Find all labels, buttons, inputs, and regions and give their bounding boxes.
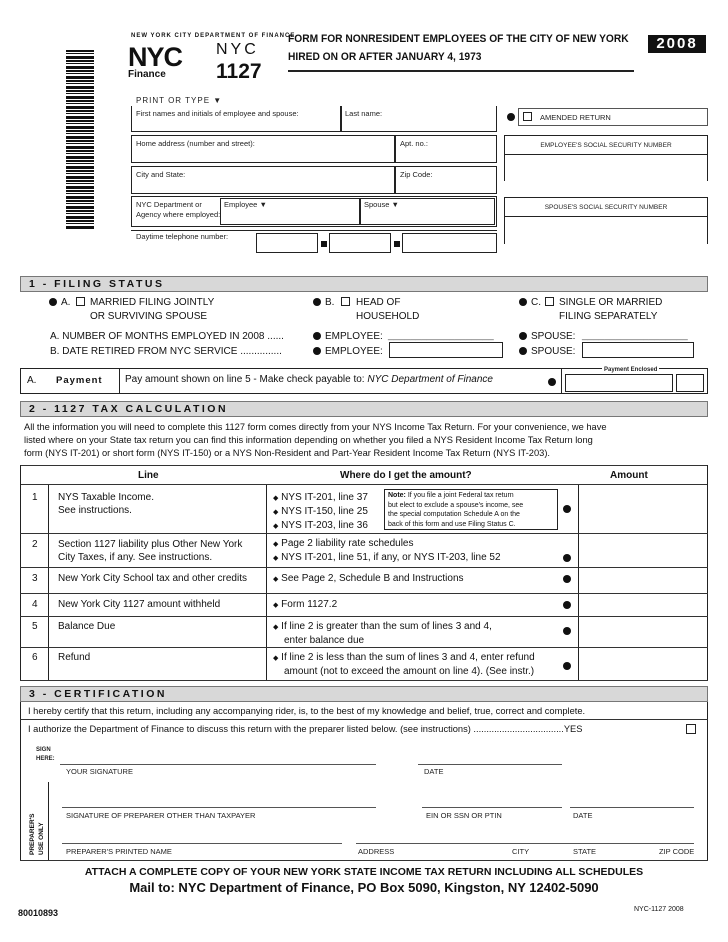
col-line: Line (138, 470, 159, 481)
employee-ssn-box (504, 135, 708, 181)
payment-letter: A. (27, 375, 37, 386)
printed-name-line[interactable] (62, 843, 342, 844)
line-4-number: 4 (32, 599, 38, 610)
retired-spouse-bullet (519, 347, 527, 355)
status-a-line2: OR SURVIVING SPOUSE (90, 311, 208, 322)
line-4-desc: New York City 1127 amount withheld (58, 599, 221, 610)
printed-name-label: PREPARER'S PRINTED NAME (66, 847, 172, 856)
status-c-letter: C. (531, 297, 541, 308)
calc-divider (20, 465, 21, 681)
employee-agency-label (224, 200, 267, 209)
months-employee-input[interactable]: ___________________ (388, 330, 494, 341)
cert-bottom (20, 860, 708, 861)
line-5-where-2: enter balance due (284, 635, 365, 646)
payment-instruction (125, 374, 493, 385)
line-6-where-1: If line 2 is less than the sum of lines 3 and 4, enter refund (281, 652, 535, 663)
filing-status-header (20, 276, 708, 292)
city-label: CITY (512, 847, 530, 856)
line-3-where-1: See Page 2, Schedule B and Instructions (281, 573, 464, 584)
calc-divider (266, 485, 267, 681)
address-label: ADDRESS (358, 847, 395, 856)
authorize-yes-checkbox[interactable] (686, 724, 696, 734)
note-box (384, 489, 558, 530)
line-1-amount-input[interactable] (579, 486, 707, 532)
line-2-desc-1: Section 1127 liability plus Other New York (58, 539, 243, 550)
preparers-text: PREPARER'S (29, 813, 36, 855)
city-state-label: City and State: (136, 170, 186, 179)
print-or-type (136, 96, 222, 105)
form-title-line2: HIRED ON OR AFTER JANUARY 4, 1973 (288, 51, 482, 63)
calc-bottom (20, 680, 708, 681)
employee-agency-text: Employee (224, 200, 258, 209)
line-4-where-1: Form 1127.2 (281, 599, 338, 610)
retired-employee-label: EMPLOYEE: (325, 346, 383, 357)
sign-label: SIGN (36, 747, 51, 753)
line-2-desc-2: City Taxes, if any. See instructions. (58, 552, 213, 563)
phone-area-field[interactable] (256, 233, 318, 253)
cert-left-border (20, 702, 21, 861)
date-line[interactable] (418, 764, 562, 765)
status-b-checkbox[interactable] (341, 297, 350, 306)
status-b-line1: HEAD OF (356, 297, 401, 308)
certification-title: 3 - CERTIFICATION (29, 688, 167, 700)
payment-divider (119, 368, 120, 394)
use-only-text: USE ONLY (38, 822, 45, 855)
agency-label-2: Agency where employed: (136, 210, 221, 219)
line-5-number: 5 (32, 621, 38, 632)
down-arrow-icon: ▼ (213, 96, 223, 105)
tax-year: 2008 (648, 35, 706, 53)
col-where: Where do I get the amount? (340, 470, 472, 481)
months-spouse-bullet (519, 332, 527, 340)
line-2-where (273, 537, 501, 565)
status-a-letter: A. (61, 297, 71, 308)
your-signature-label: YOUR SIGNATURE (66, 767, 133, 776)
apt-label: Apt. no.: (400, 139, 428, 148)
preparer-date-line[interactable] (570, 807, 694, 808)
nyc-logo (128, 44, 182, 80)
months-spouse-label: SPOUSE: (531, 331, 576, 342)
retired-employee-input[interactable] (389, 342, 503, 358)
mail-to: Mail to: NYC Department of Finance, PO Box 5090, Kingston, NY 12402-5090 (129, 880, 599, 895)
employee-ssn-input[interactable] (505, 154, 707, 181)
note-text: but elect to exclude a spouse's income, see (388, 501, 524, 509)
attach-instruction: ATTACH A COMPLETE COPY OF YOUR NEW YORK STATE INCOME TAX RETURN INCLUDING ALL SCHEDULES (84, 866, 644, 878)
agency-label-1: NYC Department or (136, 200, 202, 209)
state-label: STATE (573, 847, 597, 856)
diamond-icon: ◆ (273, 624, 279, 631)
calc-divider (707, 465, 708, 681)
line-2-desc (58, 538, 242, 564)
payment-cents-input[interactable] (676, 374, 704, 392)
form-number: 1127 (216, 60, 262, 83)
certify-divider (20, 719, 708, 720)
ein-label: EIN OR SSN OR PTIN (426, 811, 502, 820)
ein-line[interactable] (422, 807, 562, 808)
last-name-label: Last name: (345, 109, 383, 118)
date-label: DATE (424, 767, 444, 776)
line-4-amount-input[interactable] (579, 594, 707, 615)
line-6-amount-input[interactable] (579, 648, 707, 680)
payment-payee: NYC Department of Finance (367, 374, 493, 385)
line-1-where (273, 491, 368, 533)
line-2-number: 2 (32, 539, 38, 550)
down-arrow-icon: ▼ (259, 200, 267, 209)
status-a-line1: MARRIED FILING JOINTLY (90, 297, 215, 308)
months-spouse-input[interactable]: ___________________ (582, 330, 688, 341)
line-3-amount-input[interactable] (579, 568, 707, 592)
preparer-divider (48, 782, 49, 860)
form-title-line1: FORM FOR NONRESIDENT EMPLOYEES OF THE CITY OF NEW YORK (288, 33, 629, 45)
status-b-letter: B. (325, 297, 335, 308)
amended-checkbox-inner[interactable] (523, 112, 532, 121)
spouse-ssn-box (504, 197, 708, 244)
line-4-bullet (563, 601, 571, 609)
payment-text: Pay amount shown on line 5 - Make check payable to: (125, 374, 365, 385)
line-5-where-1: If line 2 is greater than the sum of lines 3 and 4, (281, 621, 492, 632)
diamond-icon: ◆ (273, 541, 279, 548)
line-3-desc: New York City School tax and other credits (58, 573, 247, 584)
line-5-bullet (563, 627, 571, 635)
preparer-side-label (28, 813, 46, 855)
preparer-signature-label: SIGNATURE OF PREPARER OTHER THAN TAXPAYER (66, 811, 256, 820)
form-nyc: NYC (216, 41, 259, 58)
status-a-checkbox[interactable] (76, 297, 85, 306)
note-text: back of this form and use Filing Status C. (388, 520, 516, 528)
calculation-title: 2 - 1127 TAX CALCULATION (29, 403, 229, 415)
status-c-line2: FILING SEPARATELY (559, 311, 658, 322)
line-6-number: 6 (32, 652, 38, 663)
calc-divider (48, 485, 49, 681)
spouse-agency-label (364, 200, 399, 209)
calculation-intro (24, 421, 607, 460)
line-6-desc: Refund (58, 652, 91, 663)
separator-square (394, 241, 400, 247)
barcode (66, 50, 94, 230)
line-3-bullet (563, 575, 571, 583)
phone-exchange-field[interactable] (329, 233, 391, 253)
line-6-where (273, 651, 535, 678)
certification-header (20, 686, 708, 702)
line-1-desc (58, 491, 154, 517)
print-or-type-text: PRINT OR TYPE (136, 96, 211, 105)
filing-status-title: 1 - FILING STATUS (29, 278, 165, 290)
phone-top-line (131, 230, 497, 231)
payment-dollars-input[interactable] (565, 374, 673, 392)
preparer-signature-line[interactable] (62, 807, 376, 808)
home-address-label: Home address (number and street): (136, 139, 255, 148)
line-6-bullet (563, 662, 571, 670)
payment-label: Payment (56, 375, 103, 386)
diamond-icon: ◆ (273, 576, 279, 583)
intro-line: form (NYS IT-201) or short form (NYS IT-150) or a NYS Non-Resident and Part-Year Resident Income Tax Return (NYS IT-203). (24, 448, 550, 458)
note-label: Note: (388, 492, 406, 499)
here-label: HERE: (36, 756, 55, 762)
your-signature-line[interactable] (60, 764, 376, 765)
diamond-icon: ◆ (273, 523, 279, 530)
retired-spouse-label: SPOUSE: (531, 346, 576, 357)
intro-line: listed where on your State tax return you can find this information depending on whether you filed a NYS Resident Income Tax Return long (24, 435, 593, 445)
line-1-where-2: NYS IT-150, line 25 (281, 506, 368, 517)
line-3-where (273, 573, 464, 584)
line-1-number: 1 (32, 492, 38, 503)
retired-employee-bullet (313, 347, 321, 355)
status-c-bullet (519, 298, 527, 306)
line-2-where-2: NYS IT-201, line 51, if any, or NYS IT-203, line 52 (281, 552, 501, 563)
form-code: 80010893 (18, 908, 59, 918)
retired-spouse-input[interactable] (582, 342, 694, 358)
line-1-desc-2: See instructions. (58, 505, 132, 516)
zip-label: Zip Code: (400, 170, 433, 179)
line-5-desc: Balance Due (58, 621, 116, 632)
employee-ssn-label: EMPLOYEE'S SOCIAL SECURITY NUMBER (540, 142, 672, 149)
payment-enclosed-label: Payment Enclosed (604, 367, 658, 373)
amended-bullet (507, 113, 515, 121)
col-amount: Amount (610, 470, 648, 481)
months-employee-label: EMPLOYEE: (325, 331, 383, 342)
phone-number-field[interactable] (402, 233, 497, 253)
note-text: the special computation Schedule A on the (388, 511, 520, 518)
calculation-header (20, 401, 708, 417)
status-c-checkbox[interactable] (545, 297, 554, 306)
zip-code-label: ZIP CODE (659, 847, 695, 856)
line-2-where-1: Page 2 liability rate schedules (281, 538, 414, 549)
certify-text: I hereby certify that this return, including any accompanying rider, is, to the best of my knowledge and belief, true, correct and complete. (28, 706, 586, 716)
intro-line: All the information you will need to complete this 1127 form comes directly from your NYS Income Tax Return. For your convenience, we have (24, 422, 607, 432)
spouse-ssn-label: SPOUSE'S SOCIAL SECURITY NUMBER (544, 204, 668, 211)
down-arrow-icon: ▼ (391, 200, 399, 209)
diamond-icon: ◆ (273, 655, 279, 662)
line-5-amount-input[interactable] (579, 617, 707, 646)
line-1-bullet (563, 505, 571, 513)
finance-label: Finance (128, 69, 166, 80)
phone-label: Daytime telephone number: (136, 232, 229, 241)
line-2-bullet (563, 554, 571, 562)
line-1-where-1: NYS IT-201, line 37 (281, 492, 368, 503)
spouse-agency-text: Spouse (364, 200, 390, 209)
separator-square (321, 241, 327, 247)
line-1-where-3: NYS IT-203, line 36 (281, 520, 368, 531)
diamond-icon: ◆ (273, 495, 279, 502)
line-5-where (273, 620, 492, 647)
months-employed-label: A. NUMBER OF MONTHS EMPLOYED IN 2008 ...... (50, 331, 284, 342)
date-retired-label: B. DATE RETIRED FROM NYC SERVICE ............... (50, 346, 282, 357)
calc-column-header (20, 465, 708, 485)
status-b-bullet (313, 298, 321, 306)
authorize-text: I authorize the Department of Finance to discuss this return with the preparer listed below. (see instructions) ...................................YES (28, 724, 583, 734)
cert-right-border (707, 702, 708, 861)
spouse-ssn-input[interactable] (505, 216, 707, 244)
line-6-where-2: amount (not to exceed the amount on line 4). (See instr.) (284, 666, 535, 677)
diamond-icon: ◆ (273, 509, 279, 516)
status-c-line1: SINGLE OR MARRIED (559, 297, 663, 308)
address-line[interactable] (356, 843, 694, 844)
amended-return-label: AMENDED RETURN (540, 113, 611, 122)
line-2-amount-input[interactable] (579, 534, 707, 566)
line-1-desc-1: NYS Taxable Income. (58, 492, 154, 503)
dept-name: NEW YORK CITY DEPARTMENT OF FINANCE (131, 33, 296, 39)
note-text: If you file a joint Federal tax return (407, 492, 514, 499)
status-b-line2: HOUSEHOLD (356, 311, 420, 322)
months-employee-bullet (313, 332, 321, 340)
line-3-number: 3 (32, 573, 38, 584)
title-underline (288, 70, 634, 72)
payment-bullet (548, 378, 556, 386)
diamond-icon: ◆ (273, 555, 279, 562)
diamond-icon: ◆ (273, 602, 279, 609)
preparer-date-label: DATE (573, 811, 593, 820)
status-a-bullet (49, 298, 57, 306)
first-names-label: First names and initials of employee and spouse: (136, 109, 299, 118)
form-id: NYC-1127 2008 (634, 906, 684, 913)
nyc-logo-text: NYC (128, 42, 183, 72)
line-4-where (273, 599, 337, 610)
